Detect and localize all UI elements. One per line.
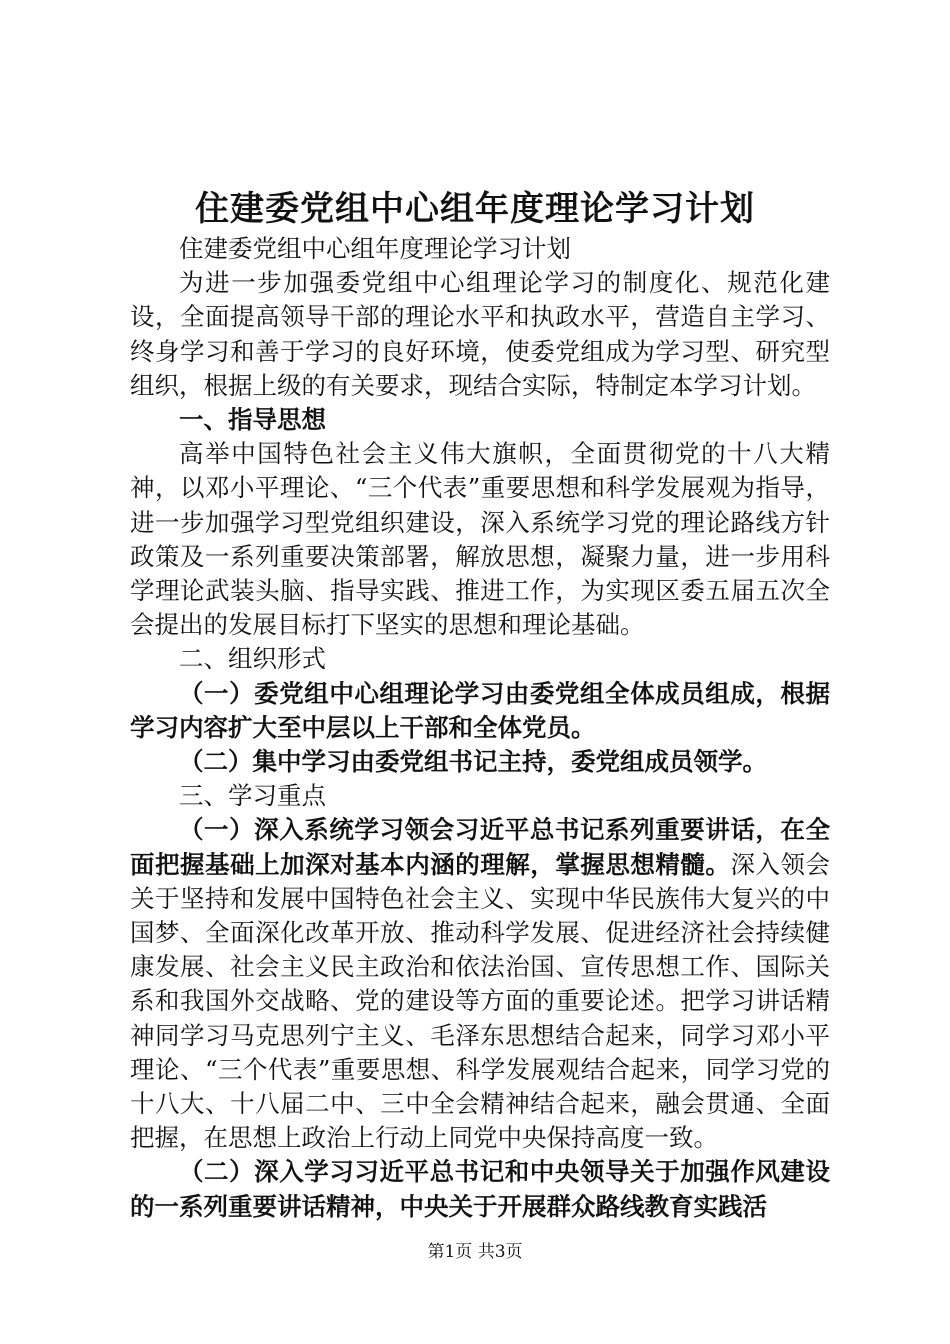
guiding-thought-paragraph: 高举中国特色社会主义伟大旗帜，全面贯彻党的十八大精神，以邓小平理论、“三个代表”重要思想和科学发展观为指导，进一步加强学习型党组织建设，深入系统学习党的理论路线方针政策及一系列重要决策部署，解放思想，凝聚力量，进一步用科学理论武装头脑、指导实践、推进工作，为实现区委五届五次全会提出的发展目标打下坚实的思想和理论基础。 [130,439,830,640]
subtitle-line: 住建委党组中心组年度理论学习计划 [179,234,571,263]
document-title: 住建委党组中心组年度理论学习计划 [195,189,755,229]
study-focus-item-1-body: 深入领会关于坚持和发展中国特色社会主义、实现中华民族伟大复兴的中国梦、全面深化改革开放、推动科学发展、促进经济社会持续健康发展、社会主义民主政治和依法治国、宣传思想工作、国际关系和我国外交战略、党的建设等方面的重要论述。把学习讲话精神同学习马克思列宁主义、毛泽东思想结合起来，同学习邓小平理论、“三个代表”重要思想、科学发展观结合起来，同学习党的十八大、十八届二中、三中全会精神结合起来，融会贯通、全面把握，在思想上政治上行动上同党中央保持高度一致。 [130,849,831,1153]
section-heading-guiding-thought: 一、指导思想 [179,405,326,435]
study-focus-item-1-lead: （一）深入系统学习领会习近平总书记系列重要讲话，在全面把握基础上加深对基本内涵的理解，掌握思想精髓。 [130,815,830,879]
intro-paragraph: 为进一步加强委党组中心组理论学习的制度化、规范化建设，全面提高领导干部的理论水平和执政水平，营造自主学习、终身学习和善于学习的良好环境，使委党组成为学习型、研究型组织，根据上级的有关要求，现结合实际，特制定本学习计划。 [130,268,830,400]
section-heading-study-focus: 三、学习重点 [179,781,326,811]
organization-item-2: （二）集中学习由委党组书记主持，委党组成员领学。 [179,747,767,777]
document-body [130,232,830,1224]
section-heading-organization: 二、组织形式 [179,644,326,674]
organization-item-1: （一）委党组中心组理论学习由委党组全体成员组成，根据学习内容扩大至中层以上干部和全体党员。 [130,678,830,742]
page-number-footer: 第1页 共3页 [427,1242,523,1262]
study-focus-item-2: （二）深入学习习近平总书记和中央领导关于加强作风建设的一系列重要讲话精神，中央关于开展群众路线教育实践活 [130,1157,830,1221]
study-focus-item-1 [130,813,830,1155]
